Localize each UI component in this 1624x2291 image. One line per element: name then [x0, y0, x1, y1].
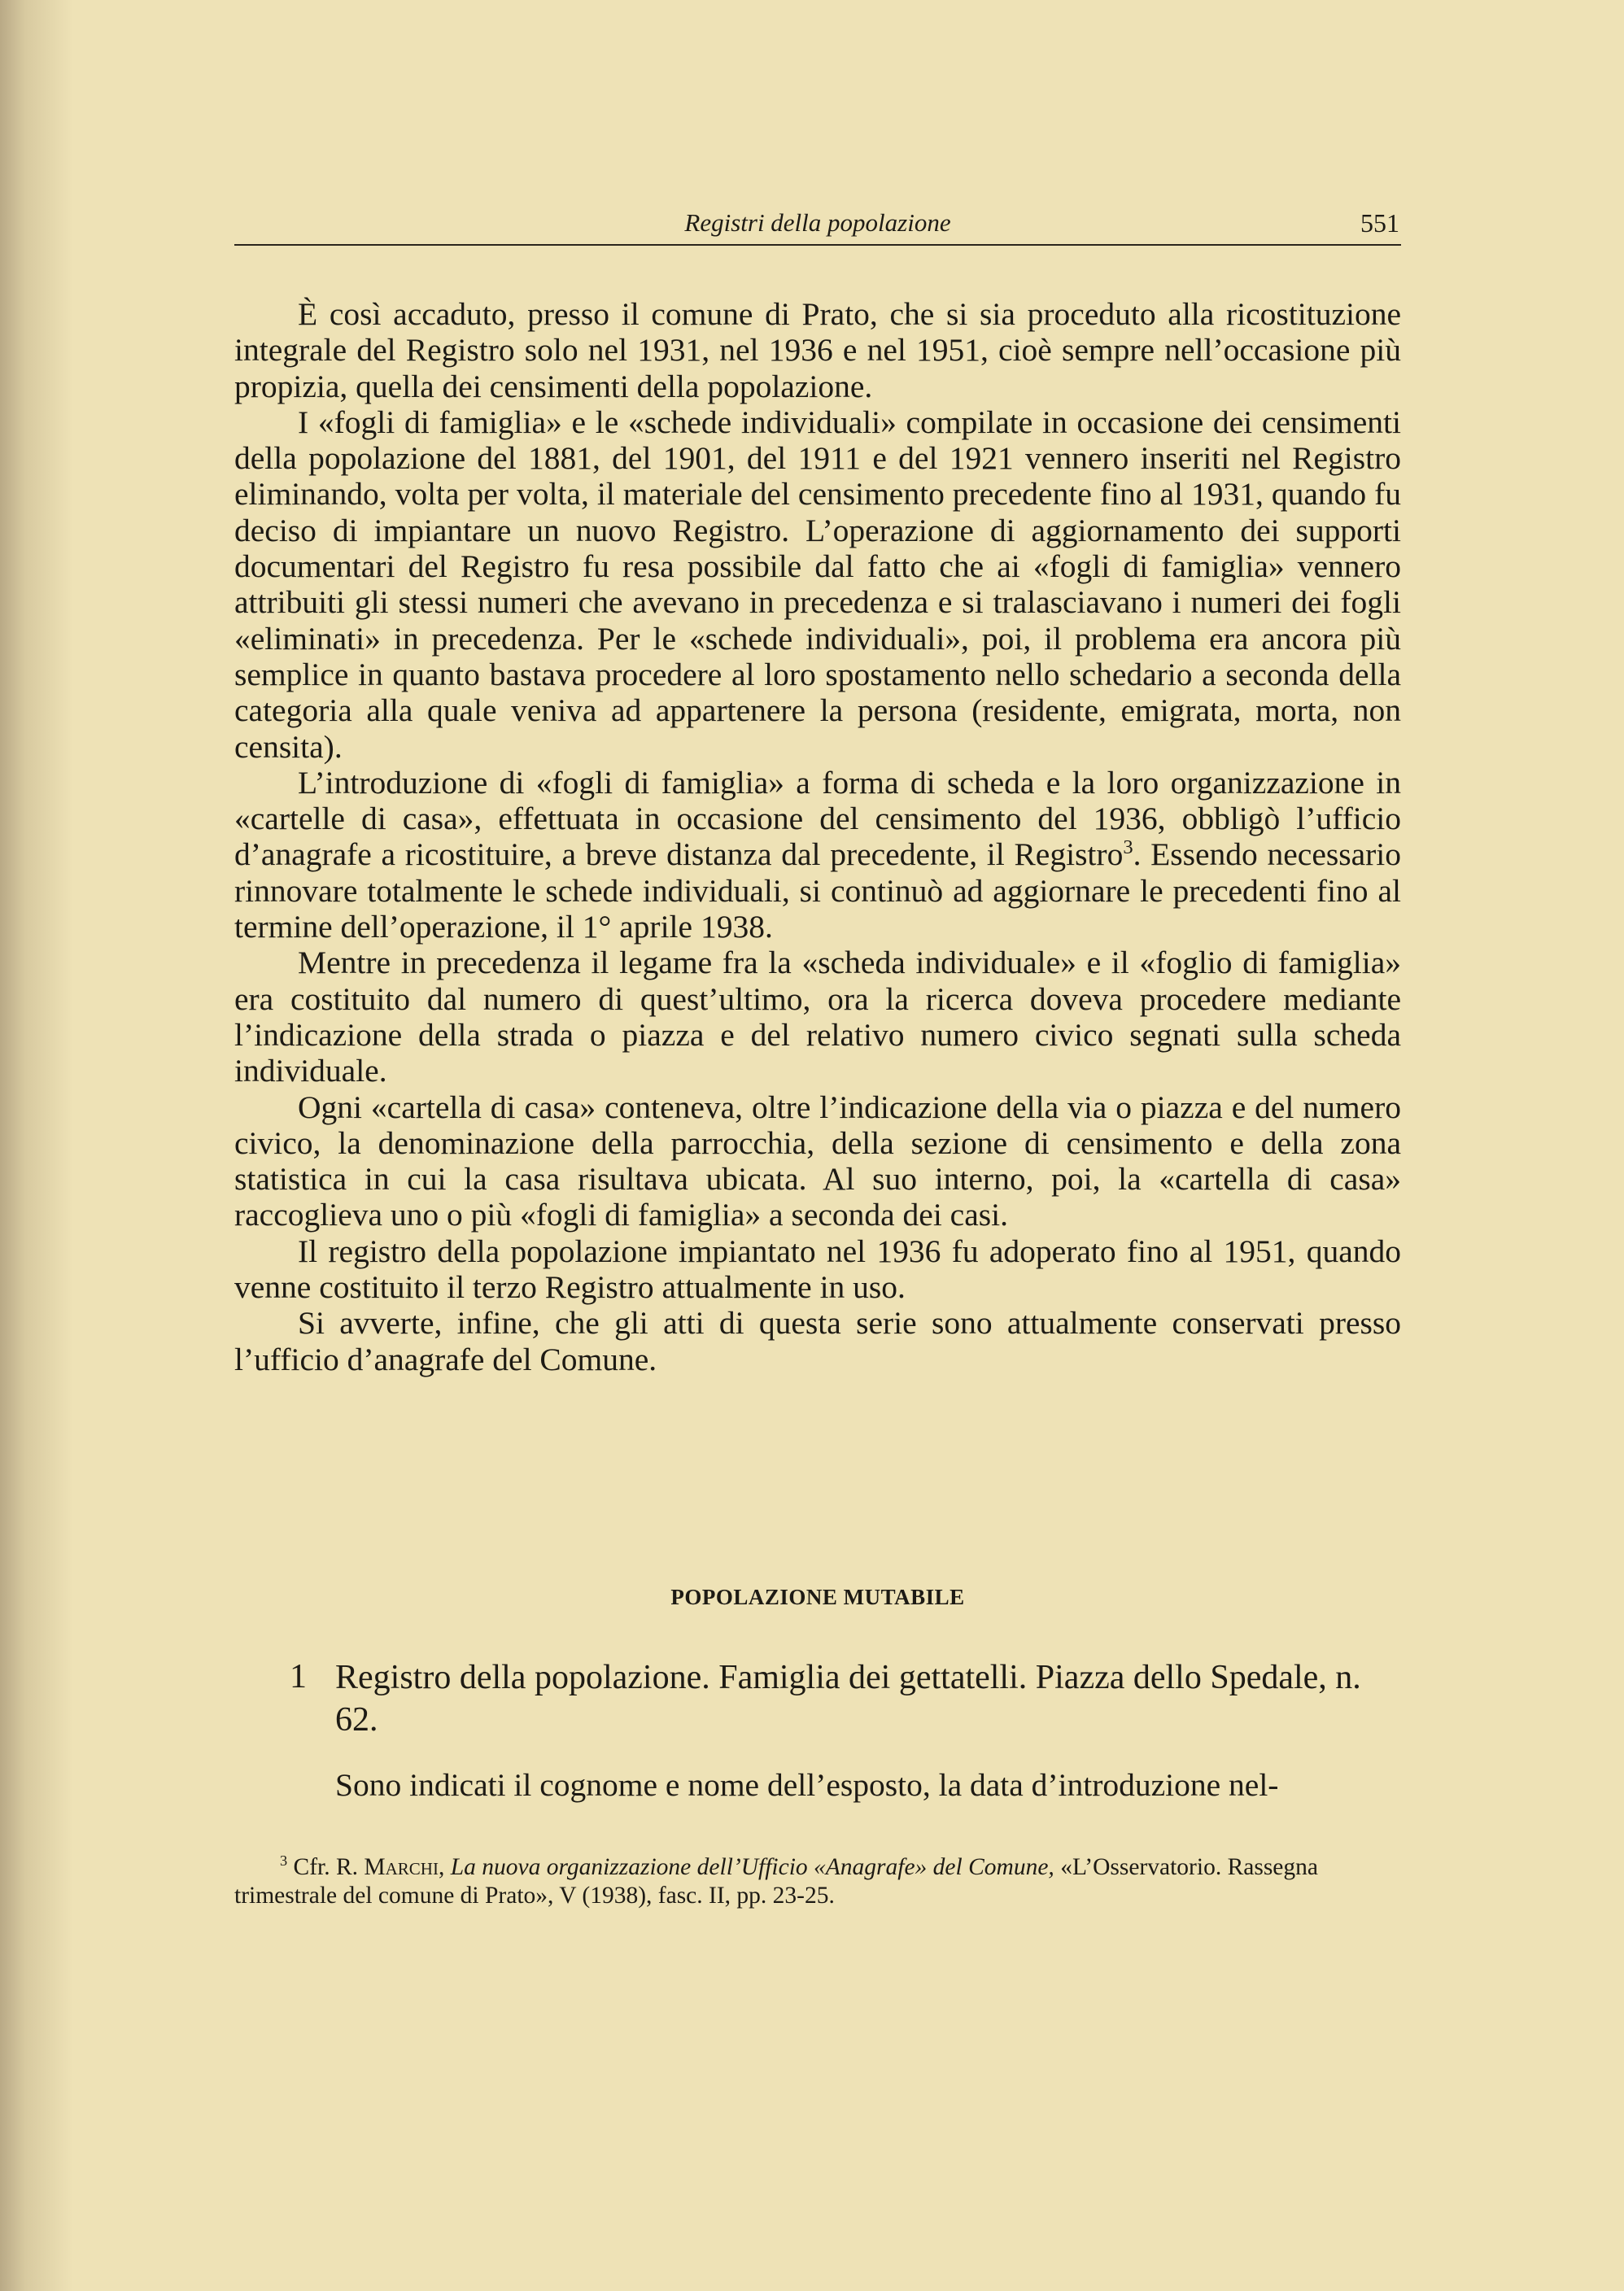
- paragraph: Si avverte, infine, che gli atti di questa serie sono attualmente conservati presso l’ufficio d’anagrafe del Comune.: [234, 1305, 1401, 1377]
- entry-title: Registro della popolazione. Famiglia dei gettatelli. Piazza dello Spedale, n. 62.: [335, 1659, 1361, 1739]
- footnote-author: Marchi,: [364, 1854, 445, 1880]
- running-title: Registri della popolazione: [684, 208, 951, 237]
- paragraph: Ogni «cartella di casa» conteneva, oltre l’indicazione della via o piazza e del numero civico, la denominazione della parrocchia, della sezione di censimento e della zona statistica in cui la casa risultava ubicata. Al suo interno, poi, la «cartella di casa» raccoglieva uno o più «fogli di famiglia» a seconda dei casi.: [234, 1089, 1401, 1233]
- footnote-title: La nuova organizzazione dell’Ufficio «Anagrafe» del Comune,: [450, 1854, 1054, 1880]
- paragraph-text: . Essendo necessario rinnovare totalmente le schede individuali, si continuò ad aggiornare le precedenti fino al termine dell’operazione, il 1° aprile 1938.: [234, 836, 1402, 945]
- body-text: [234, 296, 1401, 1377]
- footnote-number: 3: [280, 1852, 288, 1870]
- footnote-reference: 3: [1123, 836, 1133, 859]
- footnote: [234, 1853, 1401, 1910]
- entry-number: 1: [290, 1658, 307, 1695]
- section-heading: POPOLAZIONE MUTABILE: [670, 1585, 965, 1609]
- paragraph-text: L’introduzione di «fogli di famiglia» a forma di scheda e la loro organizzazione in «cartelle di casa», effettuata in occasione del censimento del 1936, obbligò l’ufficio d’anagrafe a ricostituire, a breve distanza dal precedente, il Registro: [234, 764, 1401, 873]
- paragraph: Il registro della popolazione impiantato nel 1936 fu adoperato fino al 1951, quando venne costituito il terzo Registro attualmente in uso.: [234, 1233, 1401, 1306]
- page-gutter-shadow: [0, 0, 73, 2291]
- entry-description: Sono indicati il cognome e nome dell’esposto, la data d’introduzione nel-: [335, 1767, 1279, 1803]
- running-header: [234, 205, 1401, 246]
- paragraph-with-note: [234, 765, 1401, 945]
- footnote-prefix: Cfr. R.: [293, 1854, 359, 1880]
- paragraph: Mentre in precedenza il legame fra la «scheda individuale» e il «foglio di famiglia» era costituito dal numero di quest’ultimo, ora la ricerca doveva procedere mediante l’indicazione della strada o piazza e del relativo numero civico segnati sulla scheda individuale.: [234, 945, 1401, 1089]
- paragraph: È così accaduto, presso il comune di Prato, che si sia proceduto alla ricostituzione integrale del Registro solo nel 1931, nel 1936 e nel 1951, cioè sempre nell’occasione più propizia, quella dei censimenti della popolazione.: [234, 296, 1401, 404]
- page-number: 551: [1360, 208, 1399, 238]
- footnote-citation: «L’Osservatorio. Rassegna trimestrale del comune di Prato», V (1938), fasc. II, pp. 23-25.: [234, 1854, 1318, 1909]
- paragraph: I «fogli di famiglia» e le «schede individuali» compilate in occasione dei censimenti della popolazione del 1881, del 1901, del 1911 e del 1921 vennero inseriti nel Registro eliminando, volta per volta, il materiale del censimento precedente fino al 1931, quando fu deciso di impiantare un nuovo Registro. L’operazione di aggiornamento dei supporti documentari del Registro fu resa possibile dal fatto che ai «fogli di famiglia» vennero attribuiti gli stessi numeri che avevano in precedenza e si tralasciavano i numeri dei fogli «eliminati» in precedenza. Per le «schede individuali», poi, il problema era ancora più semplice in quanto bastava procedere al loro spostamento nello schedario a seconda della categoria alla quale veniva ad appartenere la persona (residente, emigrata, morta, non censita).: [234, 404, 1401, 765]
- catalog-entry: [290, 1656, 1401, 1803]
